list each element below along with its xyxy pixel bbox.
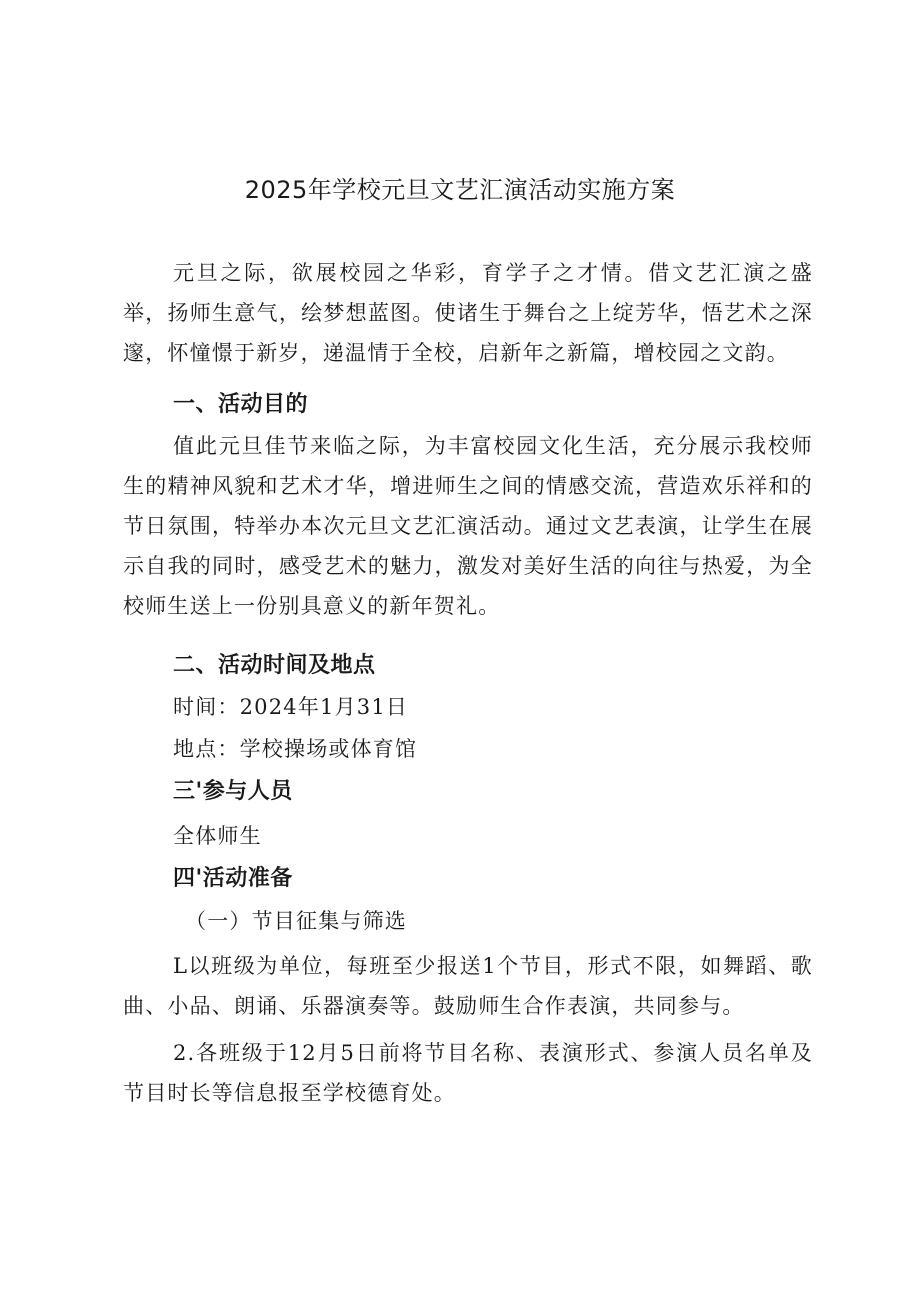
purpose-paragraph: 值此元旦佳节来临之际，为丰富校园文化生活，充分展示我校师生的精神风貌和艺术才华，增进师生之间的情感交流，营造欢乐祥和的节日氛围，特举办本次元旦文艺汇演活动。通过文艺表演，让学生在展示自我的同时，感受艺术的魅力，激发对美好生活的向往与热爱，为全校师生送上一份别具意义的新年贺礼。 [123,434,813,618]
section-heading-purpose: 一、活动目的 [173,392,309,417]
event-place: 地点：学校操场或体育馆 [173,737,418,761]
event-time: 时间：2024年1月31日 [173,695,409,719]
preparation-item-2: 2.各班级于12月5日前将节目名称、表演形式、参演人员名单及节目时长等信息报至学校德育处。 [123,1041,813,1105]
subsection-heading-program-collection: （一）节目征集与筛选 [185,909,407,933]
intro-paragraph: 元旦之际，欲展校园之华彩，育学子之才情。借文艺汇演之盛举，扬师生意气，绘梦想蓝图。使诸生于舞台之上绽芳华，悟艺术之深邃，怀憧憬于新岁，递温情于全校，启新年之新篇，增校园之文韵。 [123,261,813,365]
preparation-item-1: L以班级为单位，每班至少报送1个节目，形式不限，如舞蹈、歌曲、小品、朗诵、乐器演奏等。鼓励师生合作表演，共同参与。 [123,954,813,1018]
section-heading-participants: 三'参与人员 [173,779,293,804]
participants-text: 全体师生 [173,824,262,848]
section-heading-time-place: 二、活动时间及地点 [173,653,376,678]
document-title: 2025年学校元旦文艺汇演活动实施方案 [244,176,676,204]
section-heading-preparation: 四'活动准备 [173,866,293,891]
